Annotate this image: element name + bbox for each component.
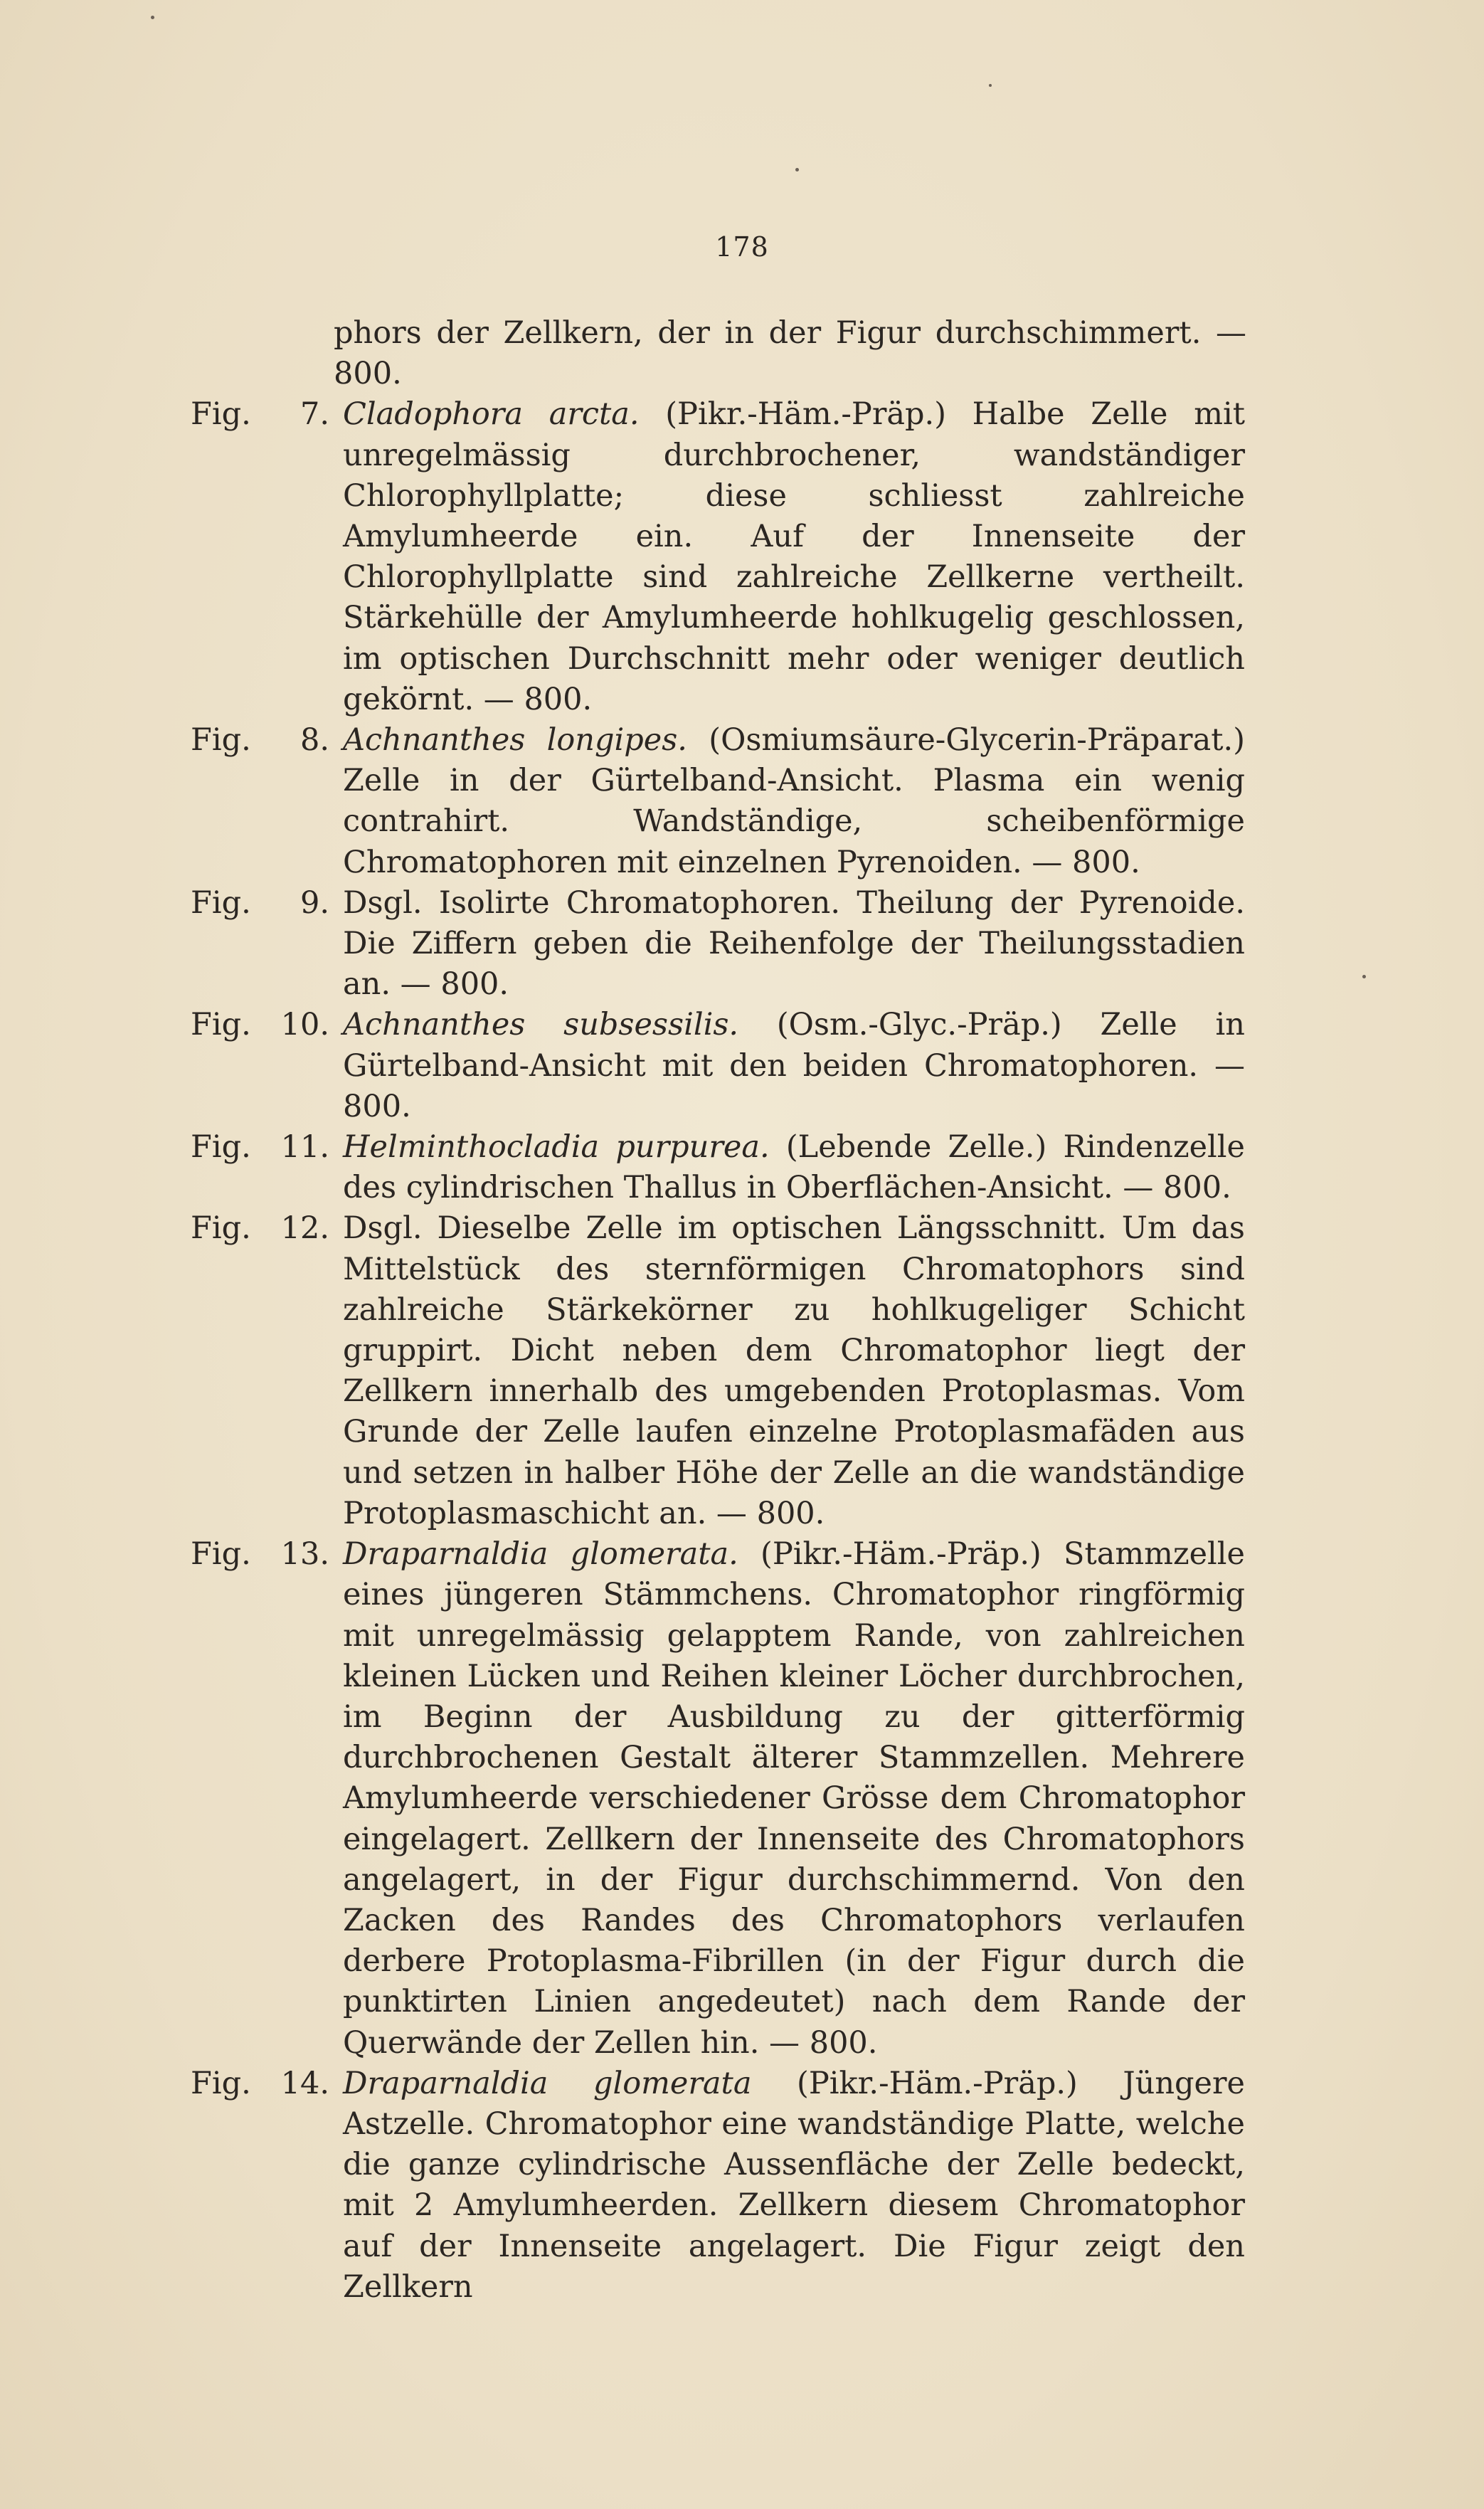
- page-number: 178: [715, 231, 769, 263]
- figure-prefix: Fig.: [191, 1129, 251, 1166]
- entry-text: [343, 883, 1245, 1005]
- figure-prefix: Fig.: [191, 722, 251, 759]
- figure-legend-entry: [0, 1127, 1484, 1208]
- figure-legend-entry: [0, 720, 1484, 883]
- figure-prefix: Fig.: [191, 1007, 251, 1043]
- entry-body: (Osmiumsäure-Glycerin-Präparat.) Zelle in der Gürtelband-Ansicht. Plasma ein wenig contrahirt. Wandständige, scheibenförmige Chromatophoren mit einzelnen Pyrenoiden. — 800.: [343, 722, 1245, 880]
- figure-number: 7.: [300, 396, 329, 433]
- entry-body: (Lebende Zelle.) Rindenzelle des cylindrischen Thallus in Oberflächen-Ansicht. — 800.: [343, 1129, 1245, 1206]
- entry-text: [343, 2064, 1245, 2308]
- species-name: Achnanthes subsessilis.: [343, 1007, 739, 1043]
- figure-number: 8.: [300, 722, 329, 759]
- species-name: Draparnaldia glomerata.: [343, 1536, 738, 1573]
- figure-number: 10.: [280, 1007, 329, 1043]
- figure-prefix: Fig.: [191, 1210, 251, 1247]
- entry-text: [343, 1534, 1245, 2064]
- entry-body: phors der Zellkern, der in der Figur durchschimmert. — 800.: [334, 315, 1246, 392]
- paper-speck: [989, 84, 992, 87]
- species-name: Achnanthes longipes.: [343, 722, 687, 759]
- entry-text: [343, 394, 1245, 720]
- figure-number: 14.: [280, 2065, 329, 2101]
- entry-text: [334, 313, 1246, 394]
- figure-prefix: Fig.: [191, 2065, 251, 2101]
- figure-legend-list: [0, 313, 1484, 2308]
- figure-legend-entry: [0, 1534, 1484, 2064]
- figure-legend-entry: [0, 2064, 1484, 2308]
- figure-prefix: Fig.: [191, 1536, 251, 1573]
- entry-text: [343, 1208, 1245, 1534]
- figure-number: 12.: [280, 1210, 329, 1247]
- entry-text: [343, 1005, 1245, 1127]
- species-name: Helminthocladia purpurea.: [343, 1129, 770, 1166]
- figure-legend-entry: [0, 883, 1484, 1005]
- entry-text: [343, 1127, 1245, 1208]
- entry-body: (Pikr.-Häm.-Präp.) Stammzelle eines jüngeren Stämmchens. Chromatophor ringförmig mit unregelmässig gelapptem Rande, von zahlreichen kleinen Lücken und Reihen kleiner Löcher durchbrochen, im Beginn der Ausbildung zu der gitterförmig durchbrochenen Gestalt älterer Stammzellen. Mehrere Amylumheerde verschiedener Grösse dem Chromatophor eingelagert. Zellkern der Innenseite des Chromatophors angelagert, in der Figur durchschimmernd. Von den Zacken des Randes des Chromatophors verlaufen derbere Protoplasma-Fibrillen (in der Figur durch die punktirten Linien angedeutet) nach dem Rande der Querwände der Zellen hin. — 800.: [343, 1536, 1246, 2061]
- figure-number: 9.: [300, 884, 329, 921]
- entry-text: [343, 720, 1245, 883]
- figure-legend-entry: [0, 394, 1484, 720]
- species-name: Cladophora arcta.: [343, 396, 640, 433]
- entry-body: (Osm.-Glyc.-Präp.) Zelle in Gürtelband-Ansicht mit den beiden Chromatophoren. — 800.: [343, 1007, 1245, 1124]
- entry-body: Dsgl. Dieselbe Zelle im optischen Längsschnitt. Um das Mittelstück des sternförmigen Chromatophors sind zahlreiche Stärkekörner zu hohlkugeliger Schicht gruppirt. Dicht neben dem Chromatophor liegt der Zellkern innerhalb des umgebenden Protoplasmas. Vom Grunde der Zelle laufen einzelne Protoplasmafäden aus und setzen in halber Höhe der Zelle an die wandständige Protoplasmaschicht an. — 800.: [343, 1210, 1245, 1531]
- figure-number: 13.: [280, 1536, 329, 1573]
- figure-prefix: Fig.: [191, 396, 251, 433]
- figure-legend-entry: [0, 1005, 1484, 1127]
- paper-speck: [795, 168, 799, 171]
- entry-body: (Pikr.-Häm.-Präp.) Halbe Zelle mit unregelmässig durchbrochener, wandständiger Chlorophyllplatte; diese schliesst zahlreiche Amylumheerde ein. Auf der Innenseite der Chlorophyllplatte sind zahlreiche Zellkerne vertheilt. Stärkehülle der Amylumheerde hohlkugelig geschlossen, im optischen Durchschnitt mehr oder weniger deutlich gekörnt. — 800.: [343, 396, 1246, 717]
- paper-speck: [151, 16, 154, 19]
- entry-body: (Pikr.-Häm.-Präp.) Jüngere Astzelle. Chromatophor eine wandständige Platte, welche die ganze cylindrische Aussenfläche der Zelle bedeckt, mit 2 Amylumheerden. Zellkern diesem Chromatophor auf der Innenseite angelagert. Die Figur zeigt den Zellkern: [343, 2065, 1245, 2305]
- figure-legend-entry: [0, 313, 1484, 394]
- figure-number: 11.: [280, 1129, 329, 1166]
- figure-prefix: Fig.: [191, 884, 251, 921]
- figure-legend-entry: [0, 1208, 1484, 1534]
- species-name: Draparnaldia glomerata: [343, 2065, 752, 2101]
- entry-body: Dsgl. Isolirte Chromatophoren. Theilung der Pyrenoide. Die Ziffern geben die Reihenfolge der Theilungsstadien an. — 800.: [343, 884, 1245, 1003]
